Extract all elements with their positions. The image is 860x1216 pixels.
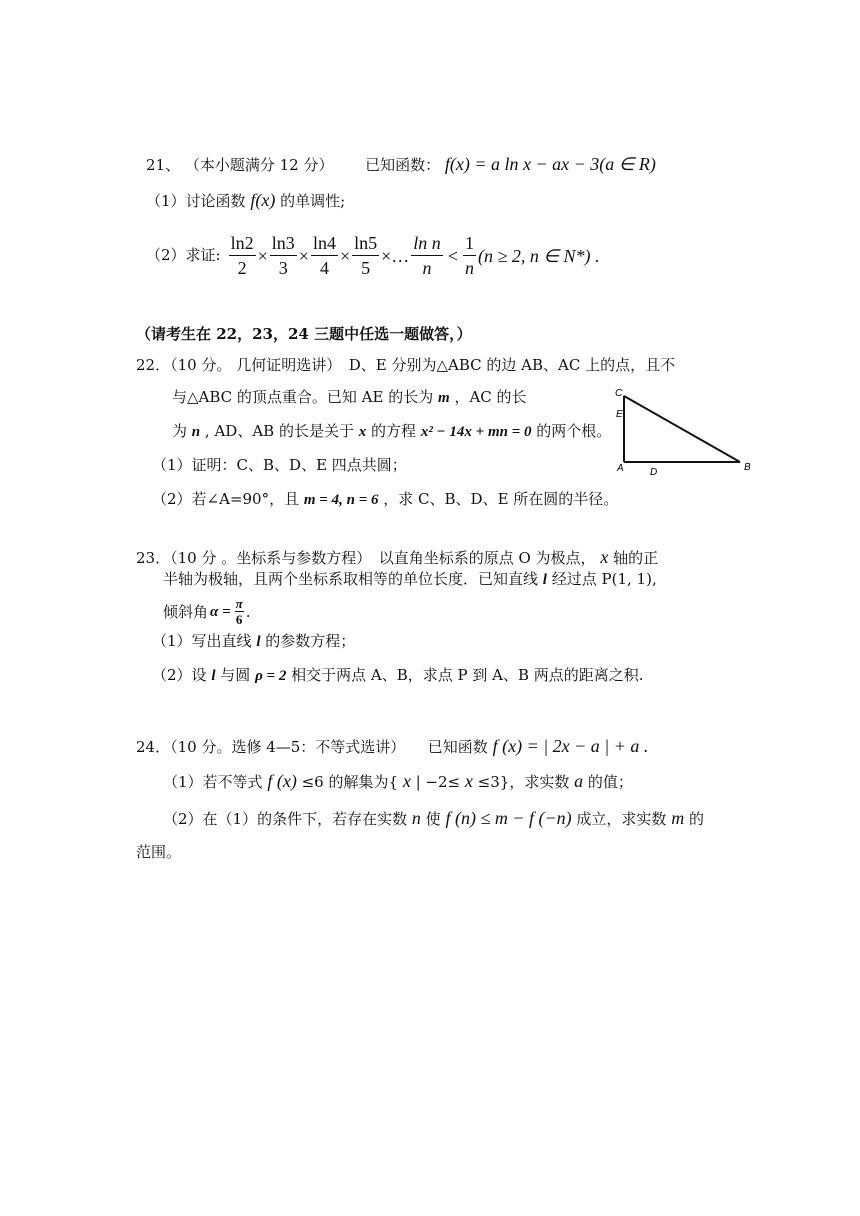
q23-line-1: 23．（10 分 。坐标系与参数方程） 以直角坐标系的原点 O 为极点， x 轴的正 [136,547,659,567]
q21-number: 21、 [146,156,181,174]
q22-part-1: （1）证明：C、B、D、E 四点共圆； [152,456,407,474]
fraction-numerator: ln5 [352,234,379,256]
q21-condition: (n ≥ 2, n ∈ N*) . [477,245,600,266]
q21-part-2-lead: （2）求证: [146,246,221,264]
label-A: A [617,463,624,474]
triangle-diagram [612,384,762,480]
triangle-figure [612,384,762,480]
q23-part-2: （2）设 l 与圆 ρ = 2 相交于两点 A、B，求点 P 到 A、B 两点的距离之积. [152,666,644,684]
label-B: B [744,462,751,473]
q21-lead: 已知函数： [365,156,441,174]
q24-part-2-cont: 范围。 [136,843,182,861]
q23-line-3: 倾斜角 α = $\frac{\pi}{6}$ . [163,596,251,627]
q21-function: f(x) = a ln x − ax − 3(a ∈ R) [444,154,656,174]
q24-part-1: （1）若不等式 f (x) ≤6 的解集为{ x | −2≤ x ≤3}，求实数 a 的值； [163,771,633,791]
q24-function: f (x) = | 2x − a | + a . [492,736,649,756]
q23-line-2: 半轴为极轴，且两个坐标系取相等的单位长度．已知直线 l 经过点 P(1, 1), [163,570,657,588]
fraction-denominator: 2 [237,258,247,278]
fraction-3 [352,234,379,277]
fraction-2 [311,234,338,277]
fraction-0 [229,234,256,277]
fraction-numerator: ln2 [229,234,256,256]
fraction-numerator: ln3 [270,234,297,256]
q21-score: （本小题满分 12 分） [184,156,334,174]
label-E: E [616,409,623,420]
fraction-ln-n: $\frac{\text{ln n}}{n}$ [413,233,441,278]
fraction-pi-over-6: $\frac{\pi}{6}$ [235,596,243,627]
choice-notice: （请考生在 22，23，24 三题中任选一题做答，） [136,325,472,343]
q21-line-1 [146,155,656,173]
label-C: C [615,388,623,399]
q22-equation: x² − 14x + mn = 0 [420,424,532,440]
fraction-denominator: 4 [319,258,329,278]
q22-line-1: 22．（10 分。 几何证明选讲） D、E 分别为△ABC 的边 AB、AC 上的点，且不 [136,356,676,374]
times-operator: × [257,245,268,266]
fraction-1 [270,234,297,277]
times-operator: ×… [381,245,410,266]
q21-part-2: （2）求证: $\frac{\ln 2}{2}$ × $\frac{\ln 3}{3}$ × $\frac{\ln 4}{4}$ × $\frac{\ln 5}{5}$ ×… $\frac{\text{ln n}}{n}$ < $\frac{1}{n}$ (n ≥ 2, n ∈ N*) . [146,233,600,278]
q22-line-3: 为 n , AD、AB 的长是关于 x 的方程 x² − 14x + mn = 0 的两个根。 [172,422,612,440]
q24-line-1: 24．（10 分。选修 4—5：不等式选讲） 已知函数 f (x) = | 2x − a | + a . [136,736,649,756]
fraction-denominator: 3 [278,258,288,278]
q21-part-1: （1）讨论函数 f(x) 的单调性; [146,190,346,210]
q23-part-1: （1）写出直线 l 的参数方程； [152,632,356,650]
q24-part-2: （2）在（1）的条件下，若存在实数 n 使 f (n) ≤ m − f (−n) 成立，求实数 m 的 [163,808,704,828]
fraction-one-over-n: $\frac{1}{n}$ [464,233,474,278]
label-D: D [650,467,658,478]
fraction-chain [227,234,410,277]
fraction-denominator: 5 [361,258,371,278]
times-operator: × [298,245,309,266]
q22-line-2: 与△ABC 的顶点重合。已知 AE 的长为 m ，AC 的长 [172,388,527,406]
times-operator: × [339,245,351,266]
q22-part-2: （2）若∠A=90°，且 m = 4, n = 6 ，求 C、B、D、E 所在圆的半径。 [152,490,619,508]
fraction-numerator: ln4 [311,234,338,256]
